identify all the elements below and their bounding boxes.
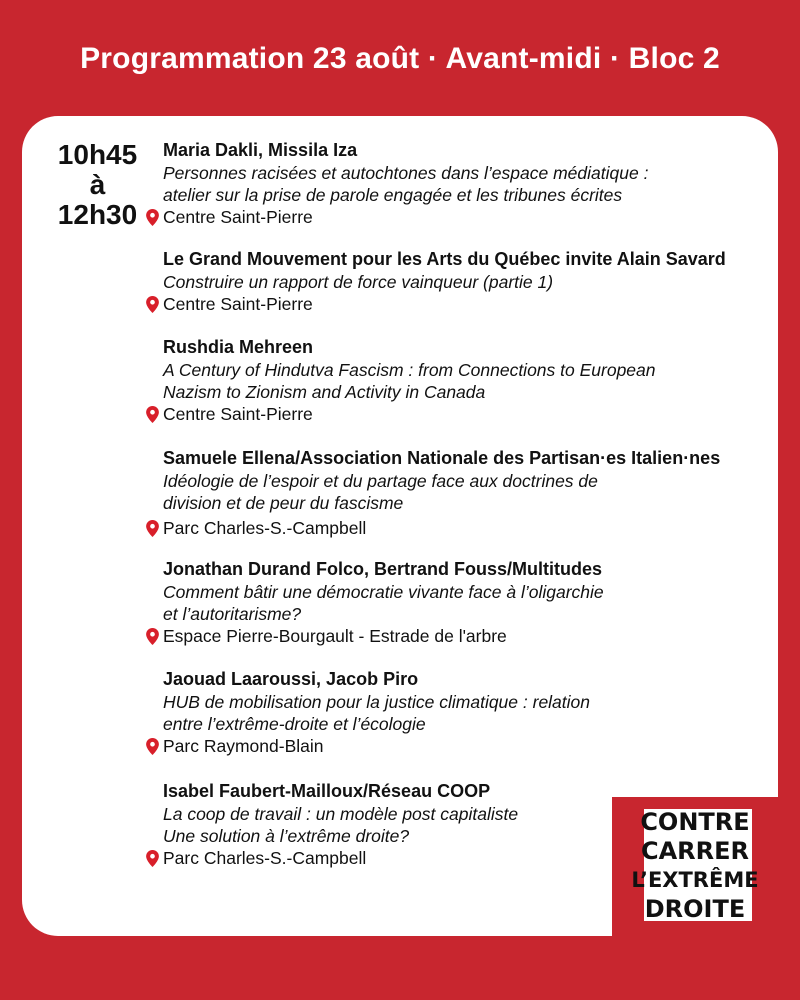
- time-start: 10h45: [57, 139, 138, 170]
- map-pin-icon: [146, 850, 159, 867]
- map-pin-icon: [146, 406, 159, 423]
- session-speaker: Maria Dakli, Missila Iza: [163, 140, 358, 160]
- logo-line-4: DROITE: [644, 895, 746, 923]
- session-location: Centre Saint-Pierre: [163, 293, 773, 315]
- session-3: [163, 336, 773, 425]
- session-location: Espace Pierre-Bourgault - Estrade de l'arbre: [163, 625, 773, 647]
- session-4: [163, 447, 773, 536]
- session-location: Parc Charles-S.-Campbell: [163, 847, 773, 869]
- session-speaker: Isabel Faubert-Mailloux/Réseau COOP: [163, 781, 491, 801]
- session-title: Construire un rapport de force vainqueur (partie 1): [163, 272, 554, 292]
- map-pin-icon: [146, 520, 159, 537]
- page-title: Programmation 23 août · Avant-midi · Bloc 2: [80, 42, 720, 75]
- session-location: Parc Raymond-Blain: [163, 735, 773, 757]
- logo-line-1: CONTRE: [640, 808, 750, 836]
- session-speaker: Jonathan Durand Folco, Bertrand Fouss/Multitudes: [163, 559, 603, 579]
- session-title: HUB de mobilisation pour la justice climatique : relation entre l’extrême-droite et l’écologie: [163, 692, 591, 734]
- session-6: [163, 668, 773, 757]
- logo-line-2: CARRER: [640, 837, 750, 865]
- session-title: A Century of Hindutva Fascism : from Connections to European Nazism to Zionism and Activity in Canada: [163, 360, 656, 402]
- contre-carrer-logo: [612, 797, 778, 936]
- logo-line-3: L’EXTRÊME: [631, 868, 759, 892]
- session-location: Centre Saint-Pierre: [163, 403, 773, 425]
- session-location: Parc Charles-S.-Campbell: [163, 517, 773, 539]
- session-2: [163, 248, 773, 315]
- time-separator: à: [89, 169, 106, 200]
- session-title: Idéologie de l’espoir et du partage face aux doctrines de division et de peur du fascisme: [163, 471, 598, 513]
- map-pin-icon: [146, 296, 159, 313]
- session-1: [163, 139, 773, 228]
- session-title: Personnes racisées et autochtones dans l’espace médiatique : atelier sur la prise de parole engagée et les tribunes écrites: [163, 163, 649, 205]
- session-5: [163, 558, 773, 647]
- session-title: La coop de travail : un modèle post capitaliste Une solution à l’extrême droite?: [163, 804, 519, 846]
- session-title: Comment bâtir une démocratie vivante face à l’oligarchie et l’autoritarisme?: [163, 582, 604, 624]
- map-pin-icon: [146, 209, 159, 226]
- session-speaker: Samuele Ellena/Association Nationale des Partisan·es Italien·nes: [163, 448, 721, 468]
- map-pin-icon: [146, 738, 159, 755]
- map-pin-icon: [146, 628, 159, 645]
- session-speaker: Le Grand Mouvement pour les Arts du Québec invite Alain Savard: [163, 249, 726, 269]
- session-speaker: Jaouad Laaroussi, Jacob Piro: [163, 669, 419, 689]
- session-location: Centre Saint-Pierre: [163, 206, 773, 228]
- time-block: [50, 140, 145, 230]
- time-end: 12h30: [57, 199, 138, 230]
- session-speaker: Rushdia Mehreen: [163, 337, 314, 357]
